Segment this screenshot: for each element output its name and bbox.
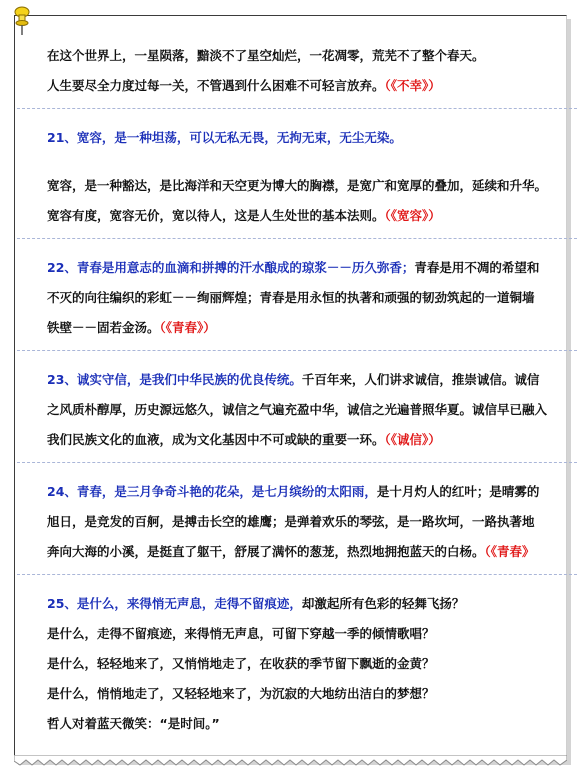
body-text: 在这个世界上，一星陨落，黯淡不了星空灿烂，一花凋零，荒芜不了整个春天。 xyxy=(47,48,485,63)
text-line xyxy=(47,594,547,614)
text-line xyxy=(47,46,547,66)
body-text: 是十月灼人的红叶；是晴雾的 xyxy=(376,484,540,499)
text-line xyxy=(47,318,547,338)
text-line xyxy=(47,482,547,502)
quote-section xyxy=(47,370,547,450)
section-divider xyxy=(17,462,577,464)
body-text: 青春是用不凋的希望和 xyxy=(414,260,540,275)
highlight-text: 22、青春是用意志的血滴和拼搏的汗水酿成的琼浆－－历久弥香； xyxy=(47,260,415,275)
section-spacer xyxy=(47,148,547,176)
body-text: 奔向大海的小溪，是挺直了躯干，舒展了满怀的葱茏，热烈地拥抱蓝天的白杨。 xyxy=(47,544,485,559)
section-heading: 21、宽容，是一种坦荡，可以无私无畏，无拘无束，无尘无染。 xyxy=(47,130,402,145)
body-text: 之风质朴醇厚，历史源远悠久，诚信之气遍充盈中华，诚信之光遍普照华夏。诚信早已融入 xyxy=(47,402,548,417)
body-text: 我们民族文化的血液，成为文化基因中不可或缺的重要一环。 xyxy=(47,432,385,447)
source-citation: （《诚信》） xyxy=(384,432,441,447)
quote-section xyxy=(47,128,547,226)
text-line xyxy=(47,370,547,390)
quote-section xyxy=(47,46,547,96)
section-divider xyxy=(17,350,577,352)
text-line xyxy=(47,430,547,450)
body-text: 哲人对着蓝天微笑：“是时间。” xyxy=(47,716,220,731)
body-text: 宽容，是一种豁达，是比海洋和天空更为博大的胸襟，是宽广和宽厚的叠加，延续和升华。 xyxy=(47,178,548,193)
highlight-text: 23、诚实守信，是我们中华民族的优良传统。 xyxy=(47,372,302,387)
text-line xyxy=(47,76,547,96)
text-line xyxy=(47,714,547,734)
text-line xyxy=(47,624,547,644)
body-text: 人生要尽全力度过每一关，不管遇到什么困难不可轻言放弃。 xyxy=(47,78,385,93)
body-text: 是什么，轻轻地来了，又悄悄地走了，在收获的季节留下飘逝的金黄？ xyxy=(47,656,435,671)
text-line xyxy=(47,400,547,420)
quote-section xyxy=(47,258,547,338)
torn-edge-decoration xyxy=(14,755,567,769)
body-text: 是什么，走得不留痕迹，来得悄无声息，可留下穿越一季的倾情歌唱？ xyxy=(47,626,435,641)
highlight-text: 25、是什么，来得悄无声息，走得不留痕迹， xyxy=(47,596,302,611)
highlight-text: 24、青春，是三月争奇斗艳的花朵，是七月缤纷的太阳雨， xyxy=(47,484,377,499)
source-citation: （《青春》） xyxy=(159,320,216,335)
quote-section xyxy=(47,594,547,734)
body-text: 宽容有度，宽容无价，宽以待人，这是人生处世的基本法则。 xyxy=(47,208,385,223)
body-text: 不灭的向往编织的彩虹－－绚丽辉煌；青春是用永恒的执著和顽强的韧劲筑起的一道铜墙 xyxy=(47,290,535,305)
text-line xyxy=(47,684,547,704)
body-text: 千百年来，人们讲求诚信，推崇诚信。诚信 xyxy=(301,372,540,387)
body-text: 铁壁－－固若金汤。 xyxy=(47,320,160,335)
text-line xyxy=(47,654,547,674)
section-divider xyxy=(17,108,577,110)
text-line xyxy=(47,258,547,278)
pushpin-icon xyxy=(12,6,32,36)
text-line xyxy=(47,512,547,532)
quote-section xyxy=(47,482,547,562)
text-line xyxy=(47,206,547,226)
body-text: 却激起所有色彩的轻舞飞扬？ xyxy=(301,596,465,611)
section-divider xyxy=(17,574,577,576)
body-text: 旭日，是竞发的百舸，是搏击长空的雄鹰；是弹着欢乐的琴弦，是一路坎坷，一路执著地 xyxy=(47,514,535,529)
text-line xyxy=(47,542,547,562)
source-citation: （《青春》 xyxy=(484,544,535,559)
source-citation: （《不幸》） xyxy=(384,78,441,93)
section-divider xyxy=(17,238,577,240)
text-line xyxy=(47,288,547,308)
text-line xyxy=(47,176,547,196)
source-citation: （《宽容》） xyxy=(384,208,441,223)
body-text: 是什么，悄悄地走了，又轻轻地来了，为沉寂的大地纺出洁白的梦想？ xyxy=(47,686,435,701)
document-body xyxy=(47,46,547,744)
